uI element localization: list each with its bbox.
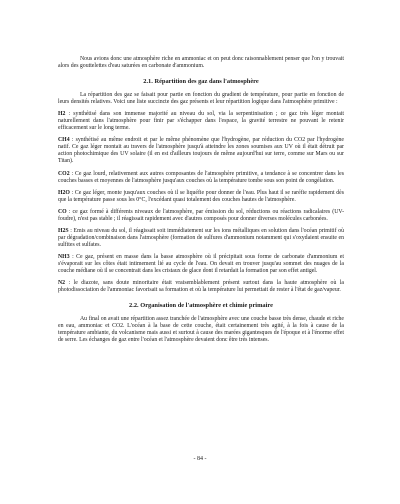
gas-name: CO [58,208,67,215]
gas-description: : Ce gaz, présent en masse dans la basse atmosphère où il précipitait sous forme de carbonate d'ammonium et s'évaporait sur les côtes était intimement lié au cycle de l'eau. On devait en trouver jusqu'au sommet des nuages de la couche médiane où il se concentrait dans les cristaux de glace dont il retardait la formation par son effet antigel. [58,253,344,275]
gas-item-nh3 [58,254,344,275]
gas-description: : le diazote, sans doute minoritaire était vraisemblablement présent surtout dans la haute atmosphère où la photodissociation de l'ammoniac favorisait sa formation et où la température lui permettait de rester à l'état de gaz/vapeur. [58,280,344,294]
gas-name: NH3 [58,253,70,260]
gas-item-h2o [58,190,344,204]
gas-description: : Ce gaz léger, monte jusqu'aux couches où il se liquéfie pour donner de l'eau. Plus haut il se raréfie rapidement dès que la température passe sous les 0°C, l'excédant quasi totalement des couches hautes de l'atmosphère. [58,189,344,203]
gas-name: H2S [58,227,69,234]
gas-description: : synthétisé au même endroit et par le même phénomène que l'hydrogène, par réduction du CO2 par l'hydrogène natif. Ce gaz léger montait au travers de l'atmosphère jusqu'à atteindre les zones soumises aux UV où il était détruit par action photochimique des UV solaire (il en est d'ailleurs toujours de même aujourd'hui sur terre, comme sur Mars ou sur Titan). [58,137,344,165]
section2-body: Au final on avait une répartition assez tranchée de l'atmosphère avec une couche basse très dense, chaude et riche en eau, ammoniac et CO2. L'océan à la base de cette couche, était certainement très agité, à la fois à cause de la température ambiante, du volcanisme mais aussi et surtout à cause des marées gigantesques de l'époque et à l'énorme effet de serre. Les échanges de gaz entre l'océan et l'atmosphère devaient donc être très intenses. [58,316,344,344]
gas-description: : ce gaz formé à différents niveaux de l'atmosphère, par émission du sol, réductions ou réactions radicalaires (UV-foudre), n'est pas stable ; il réagissait rapidement avec d'autres composés pour donner diverses molécules carbonées. [58,208,344,222]
gas-item-co2 [58,171,344,185]
page-number: - 84 - [193,456,207,462]
gas-item-ch4 [58,137,344,165]
gas-name: N2 [58,280,66,287]
gas-item-h2 [58,111,344,132]
gas-description: : synthétisé dans son immense majorité au niveau du sol, via la serpentinisation ; ce gaz très léger montait naturellement dans l'atmosphère pour finir par s'échapper dans l'espace, la gravité terrestre ne pouvant le retenir efficacement sur le long terme. [58,111,344,132]
gas-description: : Emis au niveau du sol, il réagissait soit immédiatement sur les ions métalliques en solution dans l'océan primitif où par dégradation/combinaison dans l'atmosphère (formation de sulfures d'ammonium notamment qui s'oxydaient ensuite en sulfites et sulfates. [58,227,344,248]
gas-name: H2O [58,189,70,196]
gas-name: H2 [58,111,66,118]
gas-name: CH4 [58,137,70,144]
intro-paragraph: Nous avions donc une atmosphère riche en ammoniac et on peut donc raisonnablement penser que l'on y trouvait alors des gouttelettes d'eau saturées en carbonate d'ammonium. [58,56,344,70]
gas-item-n2 [58,280,344,294]
gas-name: CO2 [58,170,70,177]
section1-intro: La répartition des gaz se faisait pour partie en fonction du gradient de température, pour partie en fonction de leurs densités relatives. Voici une liste succincte des gaz présents et leur répartition logique dans l'atmosphère primitive : [58,92,344,106]
gas-description: : Ce gaz lourd, relativement aux autres composantes de l'atmosphère primitive, a tendance à se concentrer dans les couches basses et moyennes de l'atmosphère jusqu'aux couches où la température tombe sous son point de congélation. [58,170,344,184]
gas-item-co [58,209,344,223]
section-heading-1: 2.1. Répartition des gaz dans l'atmosphère [143,78,259,86]
section-heading-2: 2.2. Organisation de l'atmosphère et chimie primaire [129,302,273,310]
gas-item-h2s [58,228,344,249]
